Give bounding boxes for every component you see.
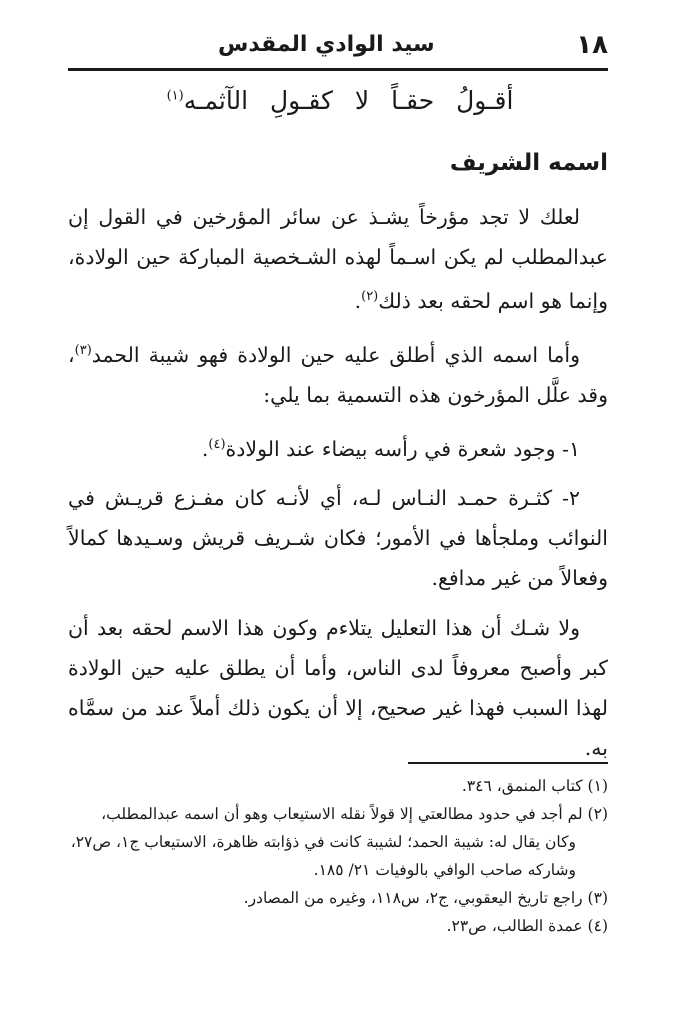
footnote-ref: (٢) xyxy=(361,289,379,304)
running-header xyxy=(68,30,608,70)
footnote: (٢) لم أجد في حدود مطالعتي إلا قولاً نقله الاستيعاب وهو أن اسمه عبدالمطلب، وكان يقال له: شيبة الحمد؛ لشيبة كانت في ذؤابته ظاهرة، الاستيعاب ج١، ص٢٧، وشاركه صاحب الوافي بالوفيات ٢١/ ١٨٥. xyxy=(70,805,608,879)
paragraph: لعلك لا تجد مؤرخاً يشـذ عن سائر المؤرخين في القول إن عبدالمطلب لم يكن اسـماً لهذه الشـخصية المباركة حين الولادة، وإنما هو اسم لحقه بعد ذلك$^{(٢)}$. xyxy=(68,205,608,313)
section-heading: اسمه الشريف xyxy=(449,150,608,176)
footnote: (٣) راجع تاريخ اليعقوبي، ج٢، س١١٨، وغيره من المصادر. xyxy=(243,889,608,907)
poetry-verse xyxy=(150,86,530,115)
footnote-ref: (٤) xyxy=(208,436,226,452)
verse-text: أقـولُ حقـاً لا كقـولِ الآثمـه xyxy=(183,86,514,115)
list-item: ١- وجود شعرة في رأسه بيضاء عند الولادة$^{(٤)}$. xyxy=(201,436,580,461)
paragraph: وأما اسمه الذي أطلق عليه حين الولادة فهو شيبة الحمد$^{(٣)}$، وقد علَّل المؤرخون هذه التسمية بما يلي: xyxy=(68,342,608,407)
header-rule xyxy=(68,68,608,71)
footnote-ref: (١) xyxy=(166,88,184,104)
footnote-separator xyxy=(408,762,608,764)
body-text xyxy=(68,197,608,778)
list-item: ٢- كثـرة حمـد النـاس لـه، أي لأنـه كان مفـزع قريـش في النوائب وملجأها في الأمور؛ فكان شـريف قريش وسـيدها كمالاً وفعالاً من غير مدافع. xyxy=(68,486,608,591)
page-number: ١٨ xyxy=(576,30,608,60)
footnote: (٤) عمدة الطالب، ص٢٣. xyxy=(446,917,608,935)
footnote-ref: (٣) xyxy=(74,342,92,358)
paragraph: ولا شـك أن هذا التعليل يتلاءم وكون هذا الاسم لحقه بعد أن كبر وأصبح معروفاً لدى الناس، وأما أن يطلق عليه حين الولادة لهذا السبب فهذا غير صحيح، إلا أن يكون ذلك أملاً عند من سمَّاه به. xyxy=(68,616,608,761)
running-title: سيد الوادي المقدس xyxy=(218,32,435,57)
footnotes xyxy=(68,772,608,940)
footnote: (١) كتاب المنمق، ٣٤٦. xyxy=(461,777,608,795)
